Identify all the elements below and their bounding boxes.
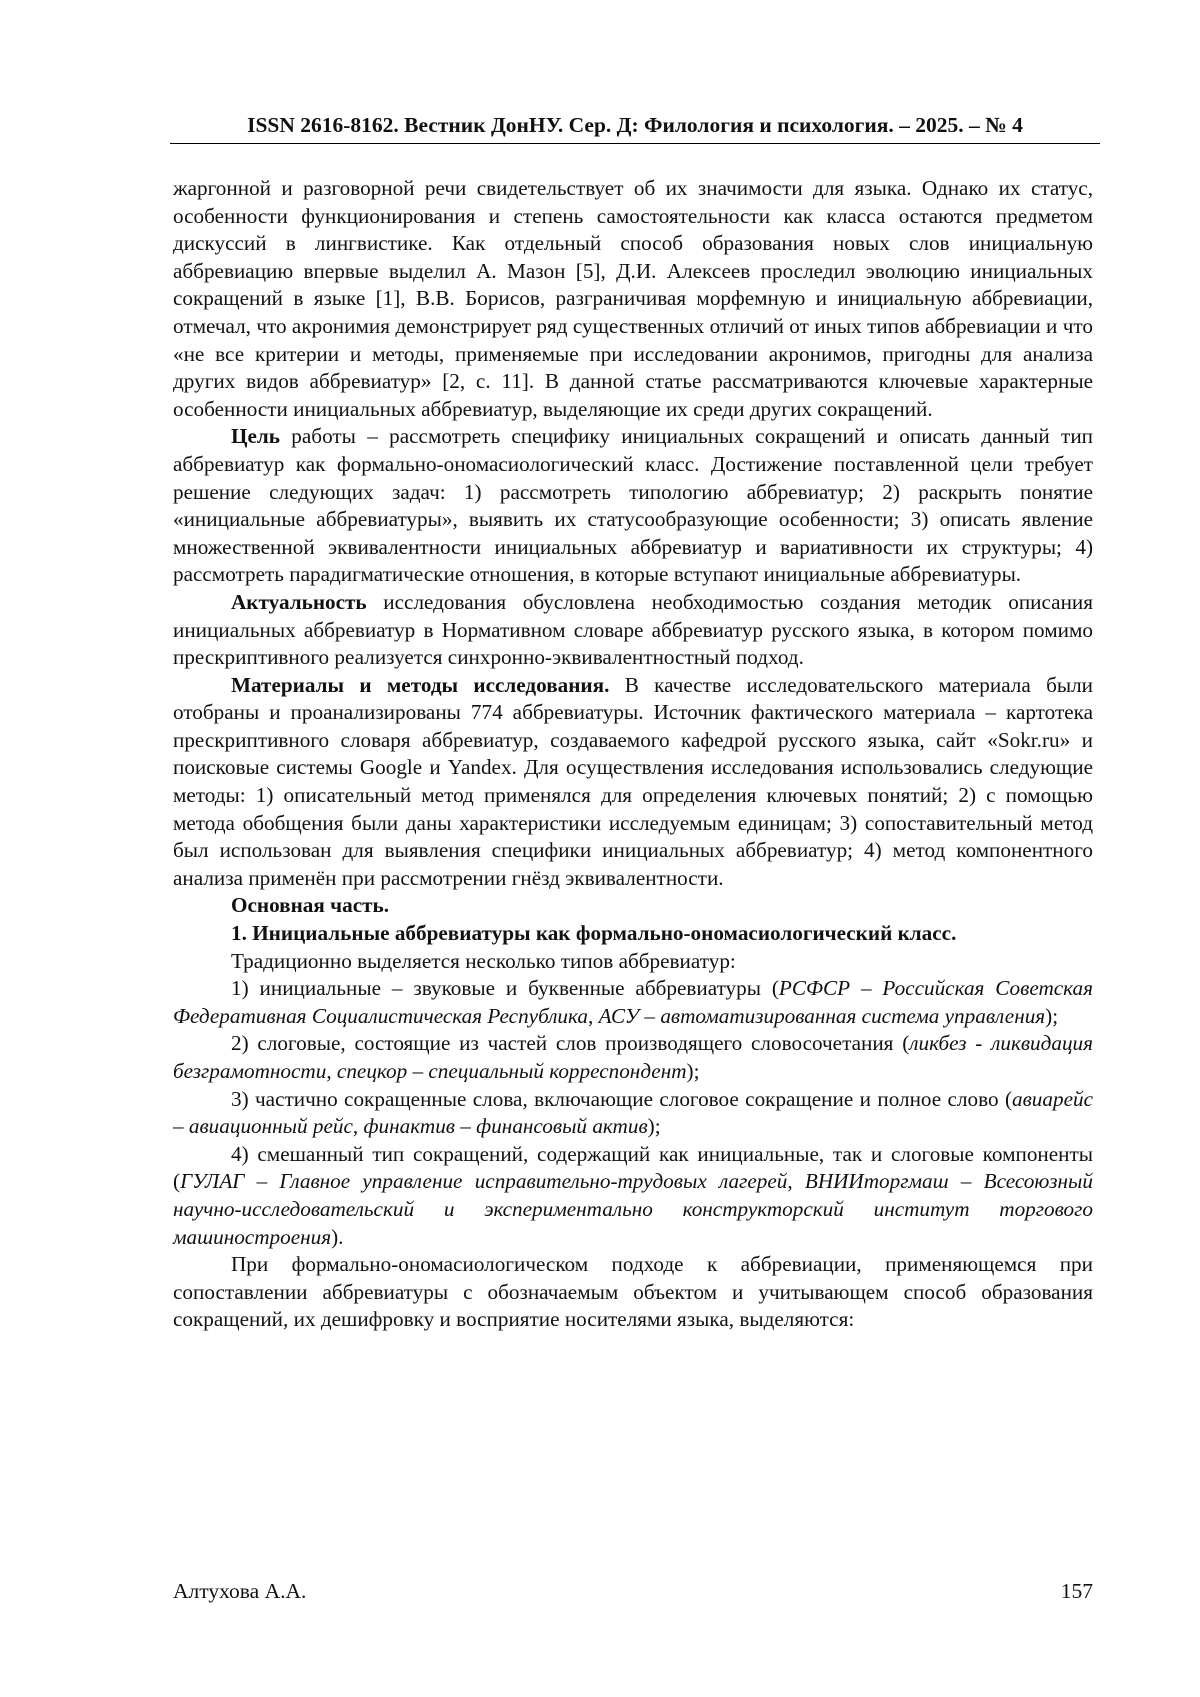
methods-text: В качестве исследовательского материала были отобраны и проанализированы 774 аббревиатуры. Источник фактического материала – картотека прескриптивного словаря аббревиатур, создаваемого кафедрой русского языка, сайт «Sokr.ru» и поисковые системы Google и Yandex. Для осуществления исследования использовались следующие методы: 1) описательный метод применялся для определения ключевых понятий; 2) с помощью метода обобщения были даны характеристики исследуемым единицам; 3) сопоставительный метод был использован для выявления специфики инициальных аббревиатур; 4) метод компонентного анализа применён при рассмотрении гнёзд эквивалентности. xyxy=(173,672,1093,890)
heading-section-1: 1. Инициальные аббревиатуры как формально-ономасиологический класс. xyxy=(231,921,957,946)
example-text: АСУ – автоматизированная система управления xyxy=(598,1003,1046,1028)
list-item-text: 3) частично сокращенные слова, включающие слоговое сокращение и полное слово ( xyxy=(231,1086,1013,1111)
paragraph-intro: жаргонной и разговорной речи свидетельствует об их значимости для языка. Однако их статус, особенности функционирования и степень самостоятельности как класса остаются предметом дискуссий в лингвистике. Как отдельный способ образования новых слов инициальную аббревиацию впервые выделил А. Мазон [5], Д.И. Алексеев проследил эволюцию инициальных сокращений в языке [1], В.В. Борисов, разграничивая морфемную и инициальную аббревиации, отмечал, что акронимия демонстрирует ряд существенных отличий от иных типов аббревиации и что «не все критерии и методы, применяемые при исследовании акронимов, пригодны для анализа других видов аббревиатур» [2, с. 11]. В данной статье рассматриваются ключевые характерные особенности инициальных аббревиатур, выделяющие их среди других сокращений. xyxy=(173,176,1093,421)
heading-main-part: Основная часть. xyxy=(231,893,390,918)
relevance-lead: Актуальность xyxy=(231,589,367,614)
list-item-initial xyxy=(173,975,1093,1030)
list-item-text: 4) смешанный тип сокращений, содержащий как инициальные, так и слоговые компоненты ( xyxy=(173,1141,1093,1194)
article-body xyxy=(173,175,1093,1334)
example-text: авиарейс – авиационный рейс xyxy=(173,1086,1093,1139)
goal-text: работы – рассмотреть специфику инициальных сокращений и описать данный тип аббревиатур как формально-ономасиологический класс. Достижение поставленной цели требует решение следующих задач: 1) рассмотреть типологию аббревиатур; 2) раскрыть понятие «инициальные аббревиатуры», выявить их статусообразующие особенности; 3) описать явление множественной эквивалентности инициальных аббревиатур и вариативности их структуры; 4) рассмотреть парадигматические отношения, в которые вступают инициальные аббревиатуры. xyxy=(173,424,1093,587)
example-text: ликбез - ликвидация безграмотности xyxy=(173,1031,1094,1083)
example-text: финактив – финансовый актив xyxy=(363,1114,648,1139)
list-item-text: , xyxy=(588,1003,599,1028)
list-item-partial xyxy=(173,1086,1093,1141)
list-item-text: ); xyxy=(647,1114,661,1139)
example-text: ГУЛАГ – Главное управление исправительно-трудовых лагерей xyxy=(180,1169,788,1194)
list-item-syllabic xyxy=(173,1030,1093,1085)
paragraph-approach: При формально-ономасиологическом подходе к аббревиации, применяющемся при сопоставлении аббревиатуры с обозначаемым объектом и учитывающем способ образования сокращений, их дешифровку и восприятие носителями языка, выделяются: xyxy=(173,1252,1093,1332)
example-text: ВНИИторгмаш – Всесоюзный научно-исследовательский и экспериментально конструкторский институт торгового машиностроения xyxy=(173,1169,1093,1249)
page-number: 157 xyxy=(1060,1579,1093,1603)
paragraph-goal xyxy=(173,423,1093,589)
relevance-text: исследования обусловлена необходимостью создания методик описания инициальных аббревиатур в Нормативном словаре аббревиатур русского языка, в котором помимо прескриптивного реализуется синхронно-эквивалентностный подход. xyxy=(173,589,1093,670)
page-footer xyxy=(173,1578,1093,1604)
list-item-text: , xyxy=(326,1059,337,1083)
footer-author: Алтухова А.А. xyxy=(173,1579,307,1603)
goal-lead: Цель xyxy=(231,424,280,449)
list-item-mixed xyxy=(173,1141,1093,1251)
header-rule xyxy=(170,143,1100,144)
list-item-text: ). xyxy=(331,1224,344,1249)
paragraph-methods xyxy=(173,672,1093,893)
example-text: РСФСР – Российская Советская Федеративная Социалистическая Республика xyxy=(173,976,1093,1028)
running-head: ISSN 2616-8162. Вестник ДонНУ. Сер. Д: Филология и психология. – 2025. – № 4 xyxy=(247,113,1023,137)
list-item-text: 2) слоговые, состоящие из частей слов производящего словосочетания ( xyxy=(231,1031,910,1056)
example-text: спецкор – специальный корреспондент xyxy=(336,1059,687,1083)
paragraph-types-intro: Традиционно выделяется несколько типов аббревиатур: xyxy=(231,948,736,973)
list-item-text: ); xyxy=(1045,1003,1059,1028)
list-item-text: , xyxy=(787,1169,805,1194)
list-item-text: 1) инициальные – звуковые и буквенные аббревиатуры ( xyxy=(231,976,779,1001)
list-item-text: ); xyxy=(686,1059,700,1083)
list-item-text: , xyxy=(352,1114,364,1139)
paragraph-relevance xyxy=(173,589,1093,672)
methods-lead: Материалы и методы исследования. xyxy=(231,672,610,697)
